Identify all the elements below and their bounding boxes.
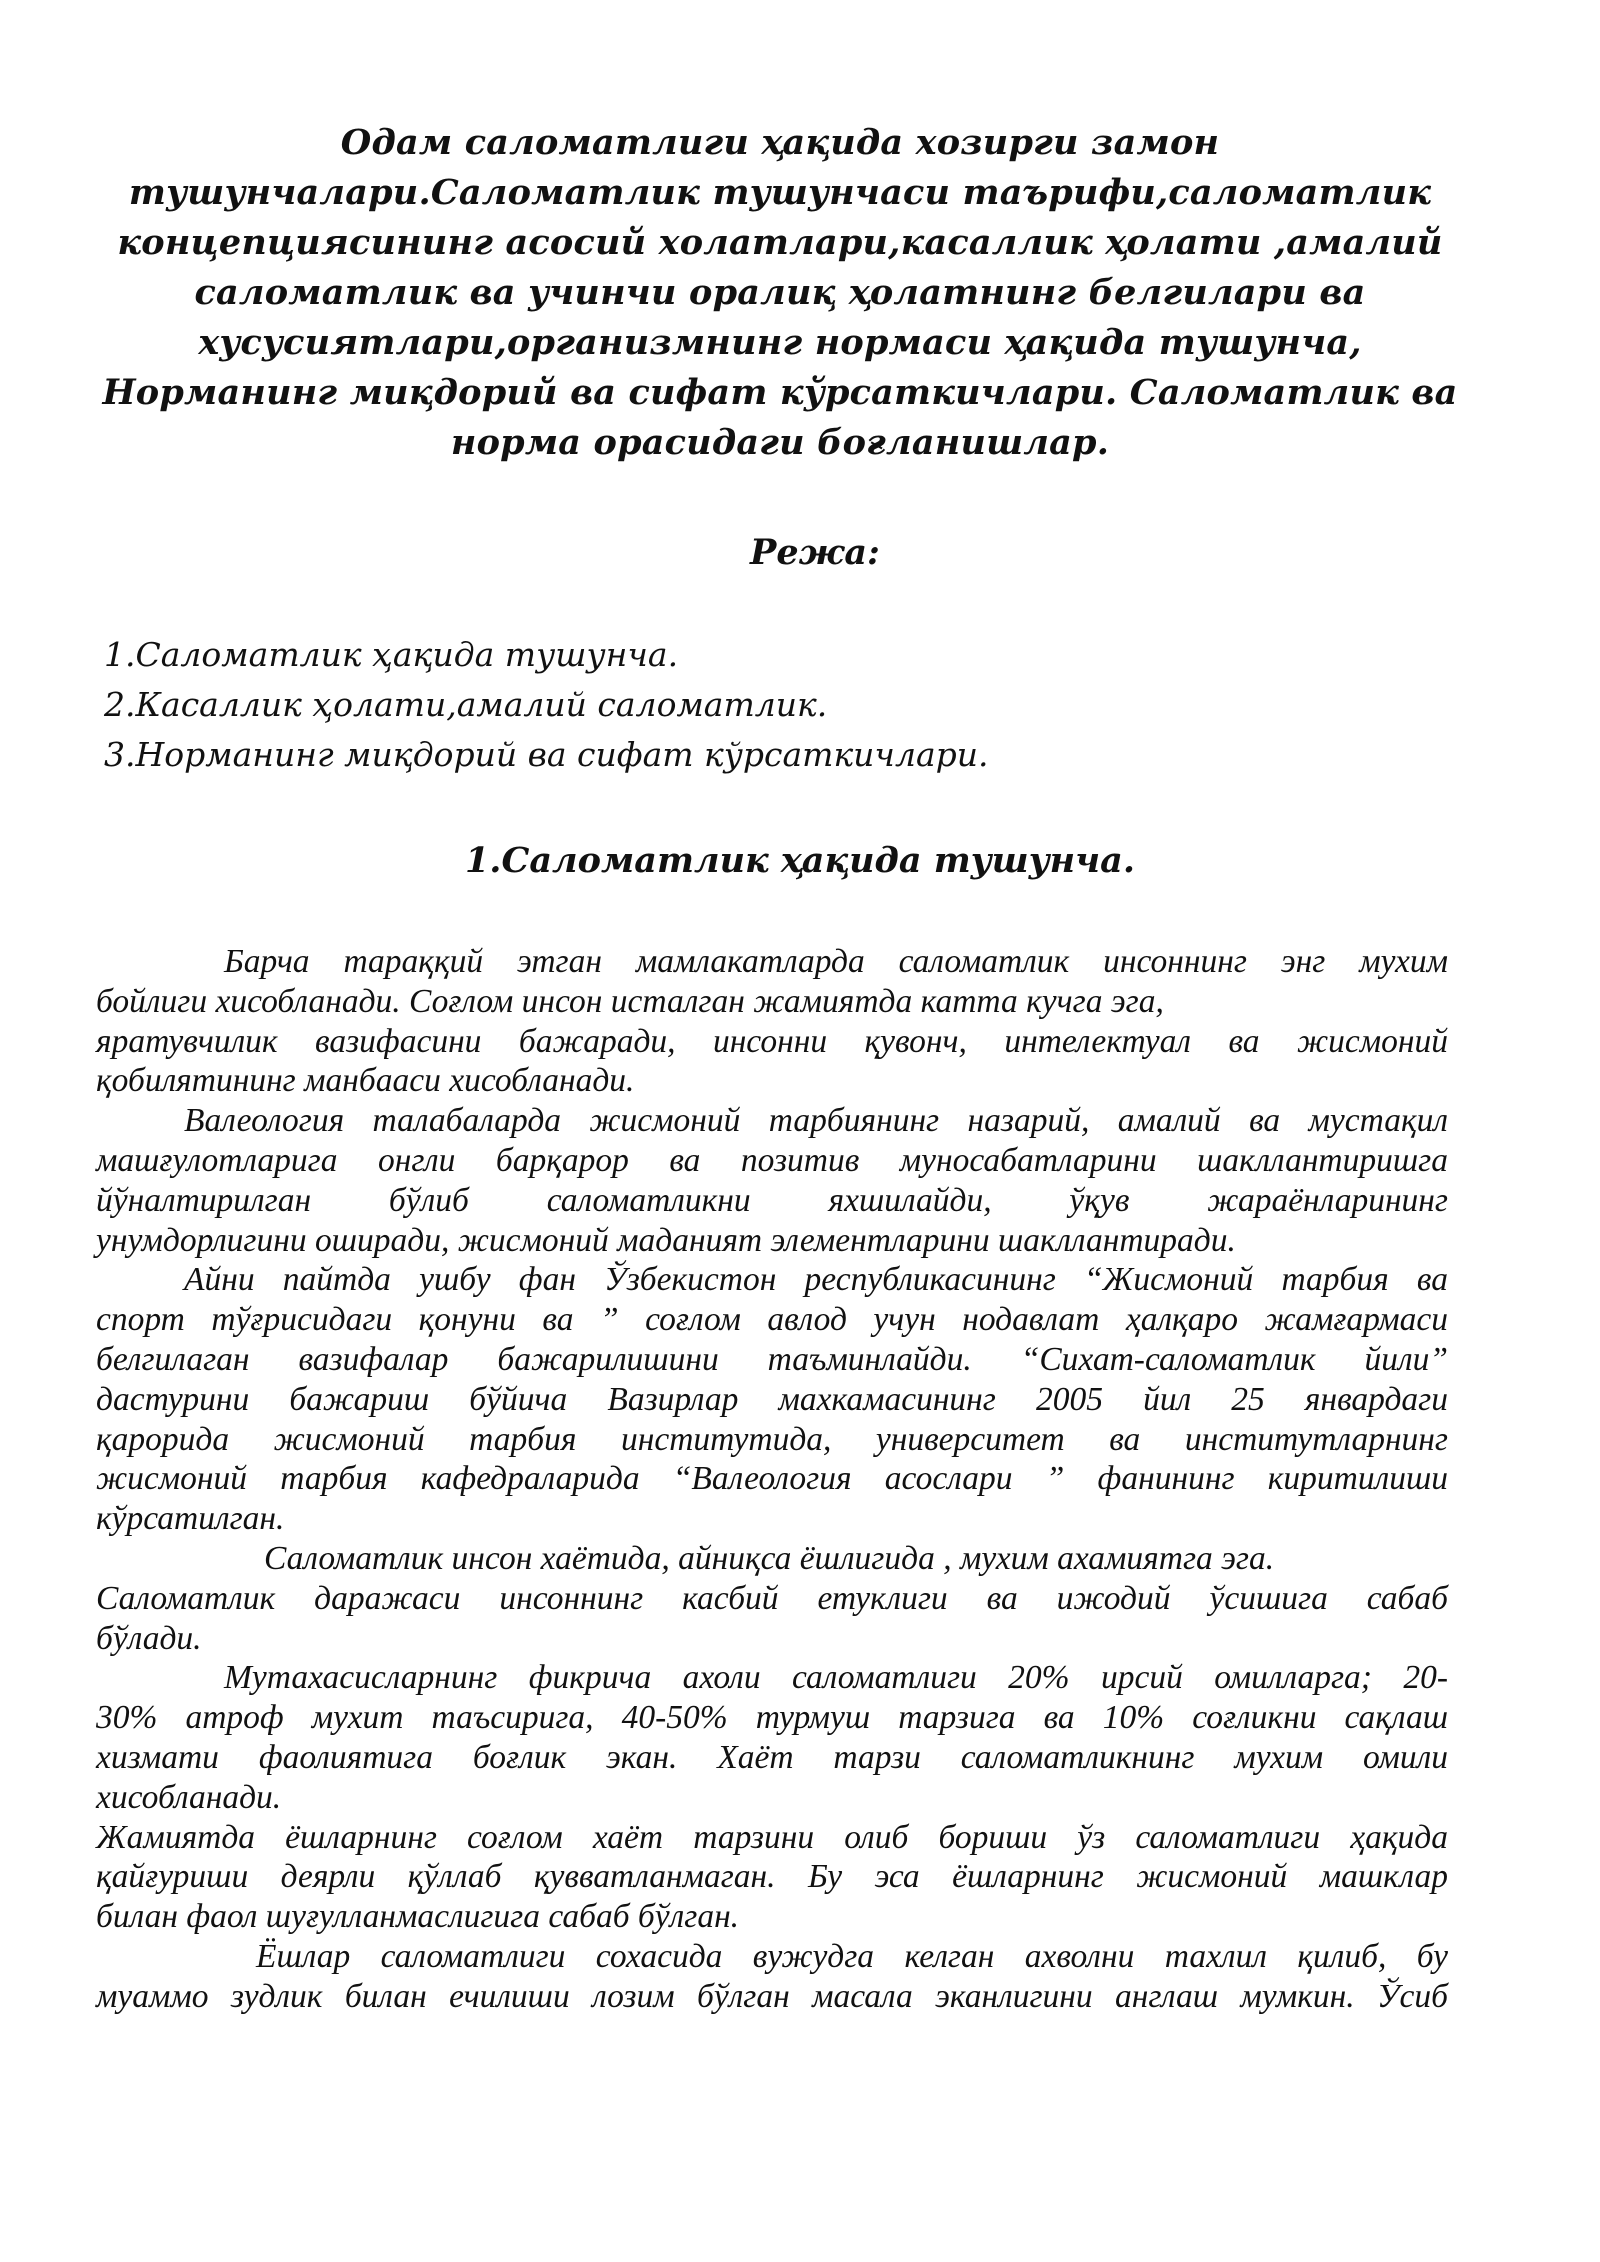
paragraph xyxy=(96,1539,1448,1658)
paragraph xyxy=(96,1260,1448,1539)
title-line: норма орасидаги боғланишлар. xyxy=(450,422,1110,463)
paragraph-line: Саломатлик даражаси инсоннинг касбий етуклиги ва ижодий ўсишига сабаб xyxy=(96,1579,1448,1617)
paragraph-line: Валеология талабаларда жисмоний тарбиянинг назарий, амалий ва мустақил xyxy=(184,1102,1448,1140)
paragraph-line: Айни пайтда ушбу фан Ўзбекистон республикасининг “Жисмоний тарбия ва xyxy=(184,1261,1448,1299)
paragraph-line: Мутахасисларнинг фикрича ахоли саломатлиги 20% ирсий омилларга; 20- xyxy=(224,1659,1448,1697)
paragraph xyxy=(96,1101,1448,1260)
paragraph-line: кўрсатилган. xyxy=(96,1500,285,1538)
paragraph-line: йўналтирилган бўлиб саломатликни яхшилайди, ўқув жараёнларининг xyxy=(96,1181,1448,1219)
title-line: концепциясининг асосий холатлари,касаллик ҳолати ,амалий xyxy=(117,222,1443,263)
paragraph xyxy=(96,1658,1448,1817)
paragraph-line: Барча тараққий этган мамлакатларда саломатлик инсоннинг энг мухим xyxy=(224,943,1448,980)
paragraph-line: машғулотларига онгли барқарор ва позитив муносабатларини шакллантиришга xyxy=(96,1141,1448,1179)
paragraph-line: муаммо зудлик билан ечилиши лозим бўлган масала эканлигини англаш мумкин. Ўсиб xyxy=(96,1977,1448,2015)
paragraph-line: билан фаол шуғулланмаслигига сабаб бўлган. xyxy=(96,1898,740,1936)
plan-item: 3.Норманинг миқдорий ва сифат кўрсаткичлари. xyxy=(104,735,989,774)
plan-list xyxy=(104,630,1304,780)
paragraph xyxy=(96,1818,1448,1937)
title-line: Одам саломатлиги ҳақида хозирги замон xyxy=(340,122,1220,163)
paragraph-line: жисмоний тарбия кафедраларида “Валеология асослари ” фанининг киритилиши xyxy=(96,1460,1448,1498)
paragraph-line: Саломатлик инсон хаётида, айниқса ёшлигида , мухим ахамиятга эга. xyxy=(264,1539,1275,1577)
plan-item: 1.Саломатлик ҳақида тушунча. xyxy=(104,635,679,674)
paragraph-line: спорт тўғрисидаги қонуни ва ” соғлом авлод учун нодавлат ҳалқаро жамғармаси xyxy=(96,1301,1448,1339)
section-heading: 1.Саломатлик ҳақида тушунча. xyxy=(464,840,1136,881)
body-text xyxy=(96,942,1448,2017)
paragraph-line: 30% атроф мухит таъсирига, 40-50% турмуш тарзига ва 10% соғликни сақлаш xyxy=(96,1699,1448,1737)
paragraph-line: бўлади. xyxy=(96,1619,202,1657)
paragraph-line: дастурини бажариш бўйича Вазирлар махкамасининг 2005 йил 25 январдаги xyxy=(96,1380,1448,1418)
paragraph-line: қарорида жисмоний тарбия институтида, университет ва институтларнинг xyxy=(96,1420,1448,1458)
title-line: хусусиятлари,организмнинг нормаси ҳақида тушунча, xyxy=(198,322,1362,363)
paragraph-line: бойлиги хисобланади. Соғлом инсон исталган жамиятда катта кучга эга, xyxy=(96,982,1164,1020)
paragraph xyxy=(96,942,1448,1101)
paragraph-line: унумдорлигини оширади, жисмоний маданият элементларини шакллантиради. xyxy=(96,1221,1236,1259)
title-line: Норманинг миқдорий ва сифат кўрсаткичлари. Саломатлик ва xyxy=(102,372,1458,413)
title-line: тушунчалари.Саломатлик тушунчаси таърифи,саломатлик xyxy=(128,172,1432,213)
title-line: саломатлик ва учинчи оралиқ ҳолатнинг белгилари ва xyxy=(194,272,1366,313)
paragraph-line: яратувчилик вазифасини бажаради, инсонни қувонч, интелектуал ва жисмоний xyxy=(96,1022,1448,1060)
plan-heading: Режа: xyxy=(750,532,880,573)
document-title xyxy=(90,118,1470,468)
paragraph-line: қайғуриши деярли қўллаб қувватланмаган. Бу эса ёшларнинг жисмоний машклар xyxy=(96,1858,1448,1896)
paragraph-line: хисобланади. xyxy=(96,1778,282,1816)
paragraph xyxy=(96,1937,1448,2017)
paragraph-line: Жамиятда ёшларнинг соғлом хаёт тарзини олиб бориши ўз саломатлиги ҳақида xyxy=(96,1818,1448,1856)
paragraph-line: қобилятининг манбааси хисобланади. xyxy=(96,1062,635,1100)
plan-item: 2.Касаллик ҳолати,амалий саломатлик. xyxy=(104,685,828,724)
paragraph-line: Ёшлар саломатлиги сохасида вужудга келган ахволни тахлил қилиб, бу xyxy=(256,1937,1448,1975)
paragraph-line: хизмати фаолиятига боғлик экан. Хаёт тарзи саломатликнинг мухим омили xyxy=(96,1738,1448,1776)
paragraph-line: белгилаган вазифалар бажарилишини таъминлайди. “Сихат-саломатлик йили” xyxy=(96,1340,1448,1378)
